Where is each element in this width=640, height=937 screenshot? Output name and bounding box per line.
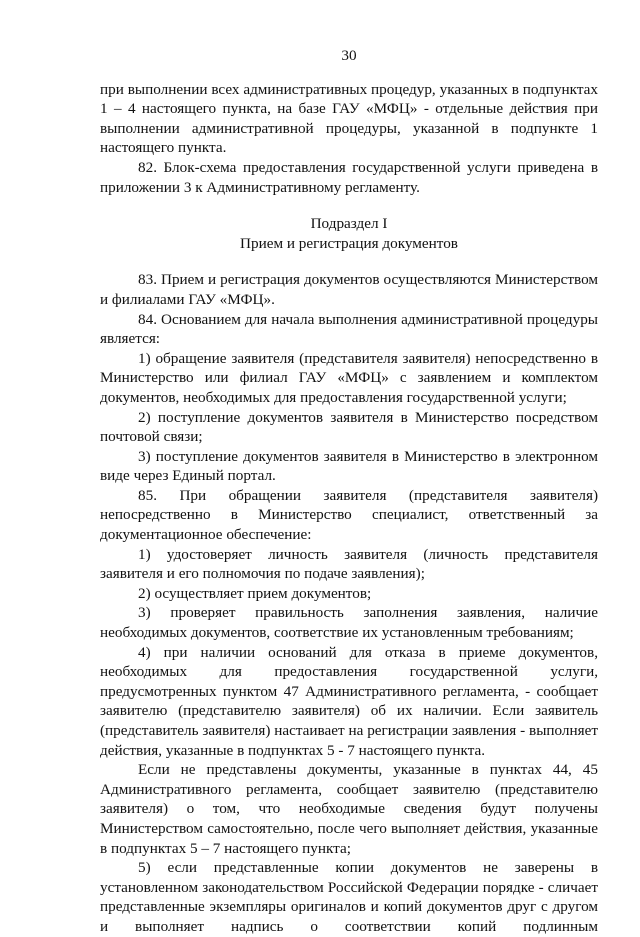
paragraph-84-item-1: 1) обращение заявителя (представителя заявителя) непосредственно в Министерство или филиал ГАУ «МФЦ» с заявлением и комплектом документов, необходимых для предоставления государственной услуги; (100, 349, 598, 406)
paragraph-continuation: при выполнении всех административных процедур, указанных в подпунктах 1 – 4 настоящего пункта, на базе ГАУ «МФЦ» - отдельные действия при выполнении административной процедуры, указанной в подпункте 1 настоящего пункта. (100, 80, 598, 157)
section-title: Подраздел I (310, 215, 388, 233)
paragraph-85-item-2: 2) осуществляет прием документов; (138, 584, 372, 602)
paragraph-84-item-3: 3) поступление документов заявителя в Министерство в электронном виде через Единый портал. (100, 447, 598, 485)
paragraph-85-item-5: 5) если представленные копии документов не заверены в установленном законодательством Российской Федерации порядке - сличает представленные экземпляры оригиналов и копий документов друг с другом и выполняет надпись о соответствии копий подлинным (100, 859, 598, 935)
paragraph-missing-documents: Если не представлены документы, указанные в пунктах 44, 45 Административного регламента, сообщает заявителю (представителю заявителя) о том, что необходимые сведения будут получены Министерством самостоятельно, после чего выполняет действия, указанные в подпунктах 5 – 7 настоящего пункта; (100, 761, 598, 857)
paragraph-84: 84. Основанием для начала выполнения административной процедуры является: (100, 310, 598, 348)
section-subtitle: Прием и регистрация документов (240, 234, 458, 252)
document-page (100, 46, 598, 937)
paragraph-83: 83. Прием и регистрация документов осуществляются Министерством и филиалами ГАУ «МФЦ». (100, 271, 598, 308)
page-number: 30 (341, 47, 357, 64)
paragraph-82: 82. Блок-схема предоставления государственной услуги приведена в приложении 3 к Административному регламенту. (100, 158, 598, 196)
paragraph-85-item-3: 3) проверяет правильность заполнения заявления, наличие необходимых документов, соответствие их установленным требованиям; (100, 604, 598, 642)
paragraph-85-item-4: 4) при наличии оснований для отказа в приеме документов, необходимых для предоставления государственной услуги, предусмотренных пунктом 47 Административного регламента, - сообщает заявителю (представителю заявителя) об их наличии. Если заявитель (представитель заявителя) настаивает на регистрации заявления - выполняет действия, указанные в подпунктах 5 - 7 настоящего пункта. (100, 643, 598, 759)
paragraph-85-item-1: 1) удостоверяет личность заявителя (личность представителя заявителя и его полномочия по подаче заявления); (100, 545, 598, 583)
paragraph-84-item-2: 2) поступление документов заявителя в Министерство посредством почтовой связи; (100, 408, 598, 446)
paragraph-85: 85. При обращении заявителя (представителя заявителя) непосредственно в Министерство специалист, ответственный за документационное обеспечение: (100, 486, 598, 544)
